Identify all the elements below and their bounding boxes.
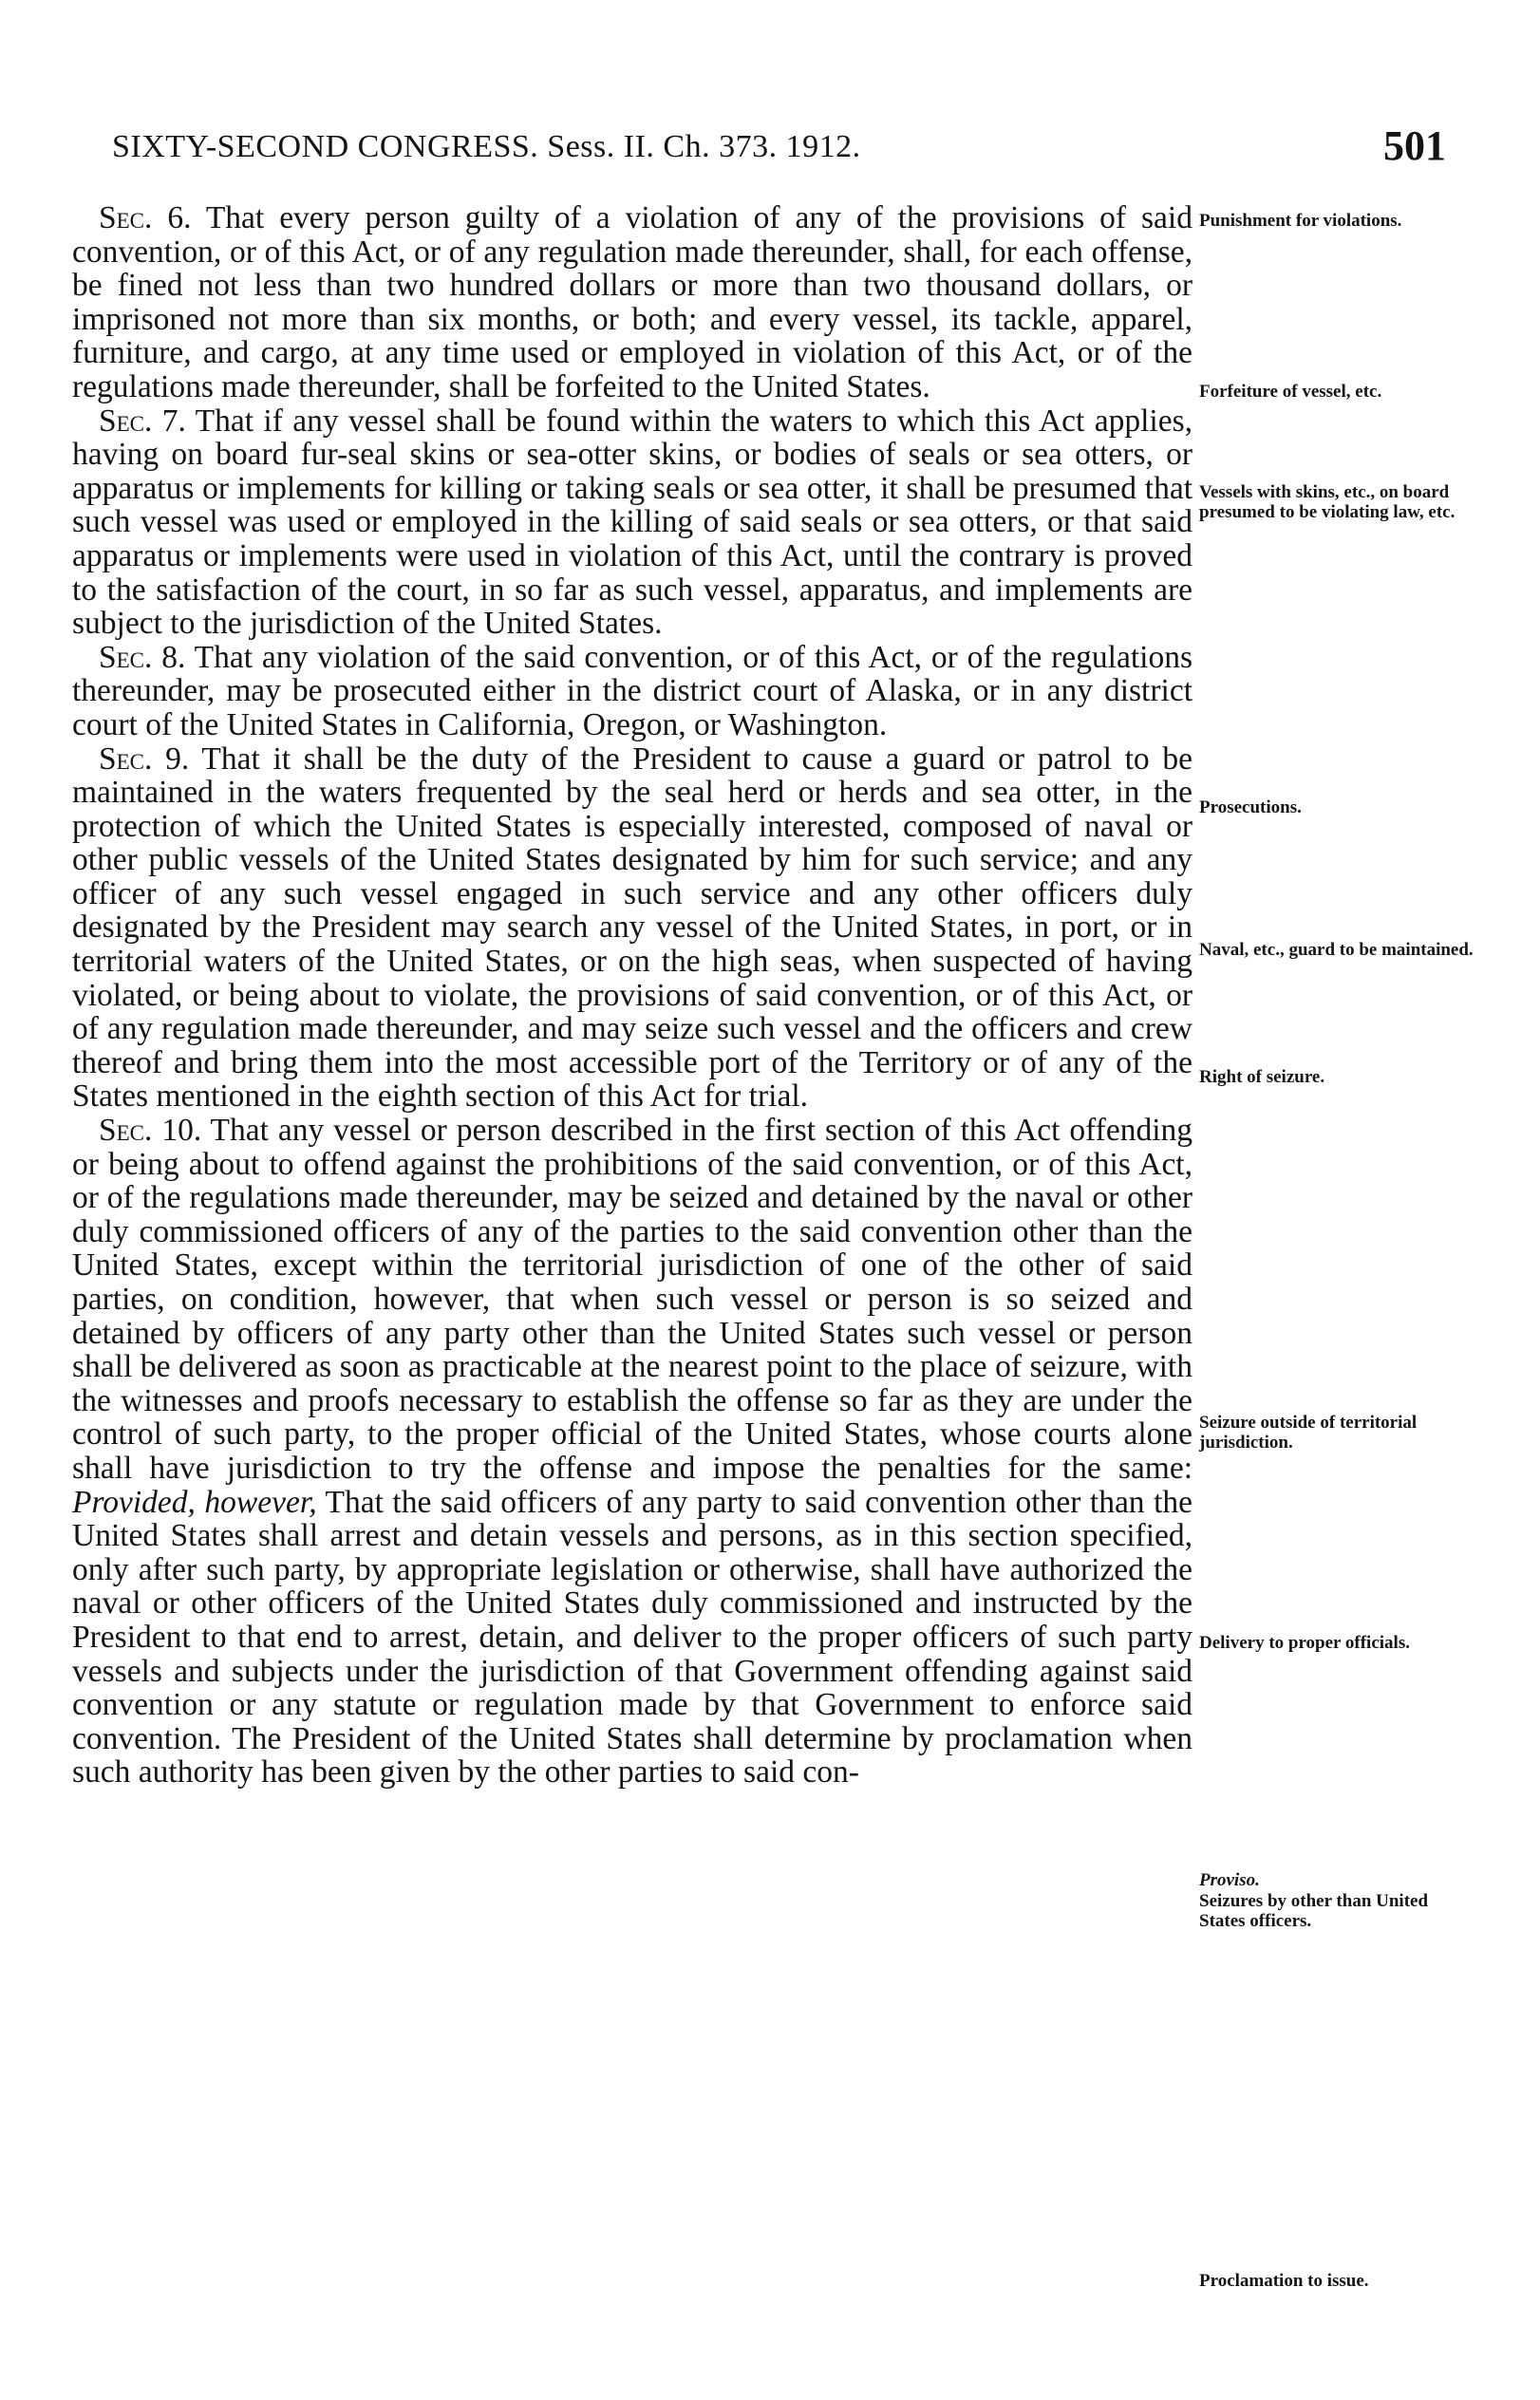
margin-note-prosecutions: Prosecutions. [1199, 797, 1302, 817]
section-7 [72, 404, 1193, 641]
section-text: That any vessel or person described in the first section of this Act offending or being about to offend against the prohibitions of the said convention, or of this Act, or of the regulations made thereunder, may be seized and detained by the naval or other duly commissioned officers of any of the parties to the said convention other than the United States, except within the territorial jurisdiction of one of the other of said parties, on condition, however, that when such vessel or person is so seized and detained by officers of any party other than the United States such vessel or person shall be delivered as soon as practicable at the nearest point to the place of seizure, with the witnesses and proofs necessary to establish the offense so far as they are under the control of such party, to the proper official of the United States, whose courts alone shall have jurisdiction to try the offense and impose the penalties for the same: [72, 1113, 1193, 1486]
margin-note-right-of-seizure: Right of seizure. [1199, 1067, 1325, 1087]
section-text: That every person guilty of a violation of any of the provisions of said convention, or of this Act, or of any regulation made thereunder, shall, for each offense, be fined not less than two hundred dollars or more than two thousand dollars, or imprisoned not more than six months, or both; and every vessel, its tackle, apparel, furniture, and cargo, at any time used or employed in violation of this Act, or of the regulations made thereunder, shall be forfeited to the United States. [72, 200, 1193, 404]
margin-note-seizures-other: Seizures by other than United States officers. [1199, 1891, 1429, 1931]
margin-note-vessels-skins: Vessels with skins, etc., on board presumed to be violating law, etc. [1199, 482, 1455, 522]
page-number: 501 [1383, 122, 1446, 169]
margin-note-delivery: Delivery to proper officials. [1199, 1633, 1410, 1653]
margin-note-guard: Naval, etc., guard to be maintained. [1199, 940, 1474, 960]
proviso-label: Provided, however, [72, 1484, 317, 1520]
section-label: Sec. 8. [99, 639, 186, 675]
margin-note-punishment: Punishment for violations. [1199, 211, 1402, 231]
margin-note-seizure-outside: Seizure outside of territorial jurisdiction. [1199, 1413, 1418, 1453]
margin-notes [1199, 0, 1484, 2400]
section-text: That if any vessel shall be found within the waters to which this Act applies, having on board fur-seal skins or sea-otter skins, or bodies of seals or sea otters, or apparatus or implements for killing or taking seals or sea otter, it shall be presumed that such vessel was used or employed in the killing of said seals or sea otters, or that said apparatus or implements were used in violation of this Act, until the contrary is proved to the satisfaction of the court, in so far as such vessel, apparatus, and implements are subject to the jurisdiction of the United States. [72, 403, 1193, 642]
section-label: Sec. 9. [99, 741, 190, 777]
margin-note-forfeiture: Forfeiture of vessel, etc. [1199, 382, 1382, 402]
section-text: That it shall be the duty of the President to cause a guard or patrol to be maintained in the waters frequented by the seal herd or herds and sea otter, in the protection of which the United States is especially interested, composed of naval or other public vessels of the United States designated by him for such service; and any officer of any such vessel engaged in such service and any other officers duly designated by the President may search any vessel of the United States, in port, or in territorial waters of the United States, or on the high seas, when suspected of having violated, or being about to violate, the provisions of said convention, or of this Act, or of any regulation made thereunder, and may seize such vessel and the officers and crew thereof and bring them into the most accessible port of the Territory or of any of the States mentioned in the eighth section of this Act for trial. [72, 741, 1193, 1115]
section-6 [72, 201, 1193, 404]
section-label: Sec. 7. [99, 403, 186, 439]
section-text-continued: That the said officers of any party to said convention other than the United States shall arrest and detain vessels and persons, as in this section specified, only after such party, by appropriate legislation or otherwise, shall have authorized the naval or other officers of the United States duly commissioned and instructed by the President to that end to arrest, detain, and deliver to the proper officers of such party vessels and subjects under the jurisdiction of that Government offending against said convention or any statute or regulation made by that Government to enforce said convention. The President of the United States shall determine by proclamation when such authority has been given by the other parties to said con- [72, 1484, 1193, 1791]
section-10 [72, 1114, 1193, 1790]
margin-note-proclamation: Proclamation to issue. [1199, 2271, 1369, 2291]
statute-body [72, 201, 1193, 1790]
section-label: Sec. 6. [99, 200, 192, 235]
section-8 [72, 641, 1193, 742]
section-label: Sec. 10. [99, 1113, 202, 1149]
margin-note-proviso: Proviso. [1199, 1870, 1260, 1890]
section-text: That any violation of the said convention, or of this Act, or of the regulations thereunder, may be prosecuted either in the district court of Alaska, or in any district court of the United States in California, Oregon, or Washington. [72, 639, 1193, 742]
section-9 [72, 742, 1193, 1115]
running-title: SIXTY-SECOND CONGRESS. Sess. II. Ch. 373. 1912. [112, 129, 861, 164]
